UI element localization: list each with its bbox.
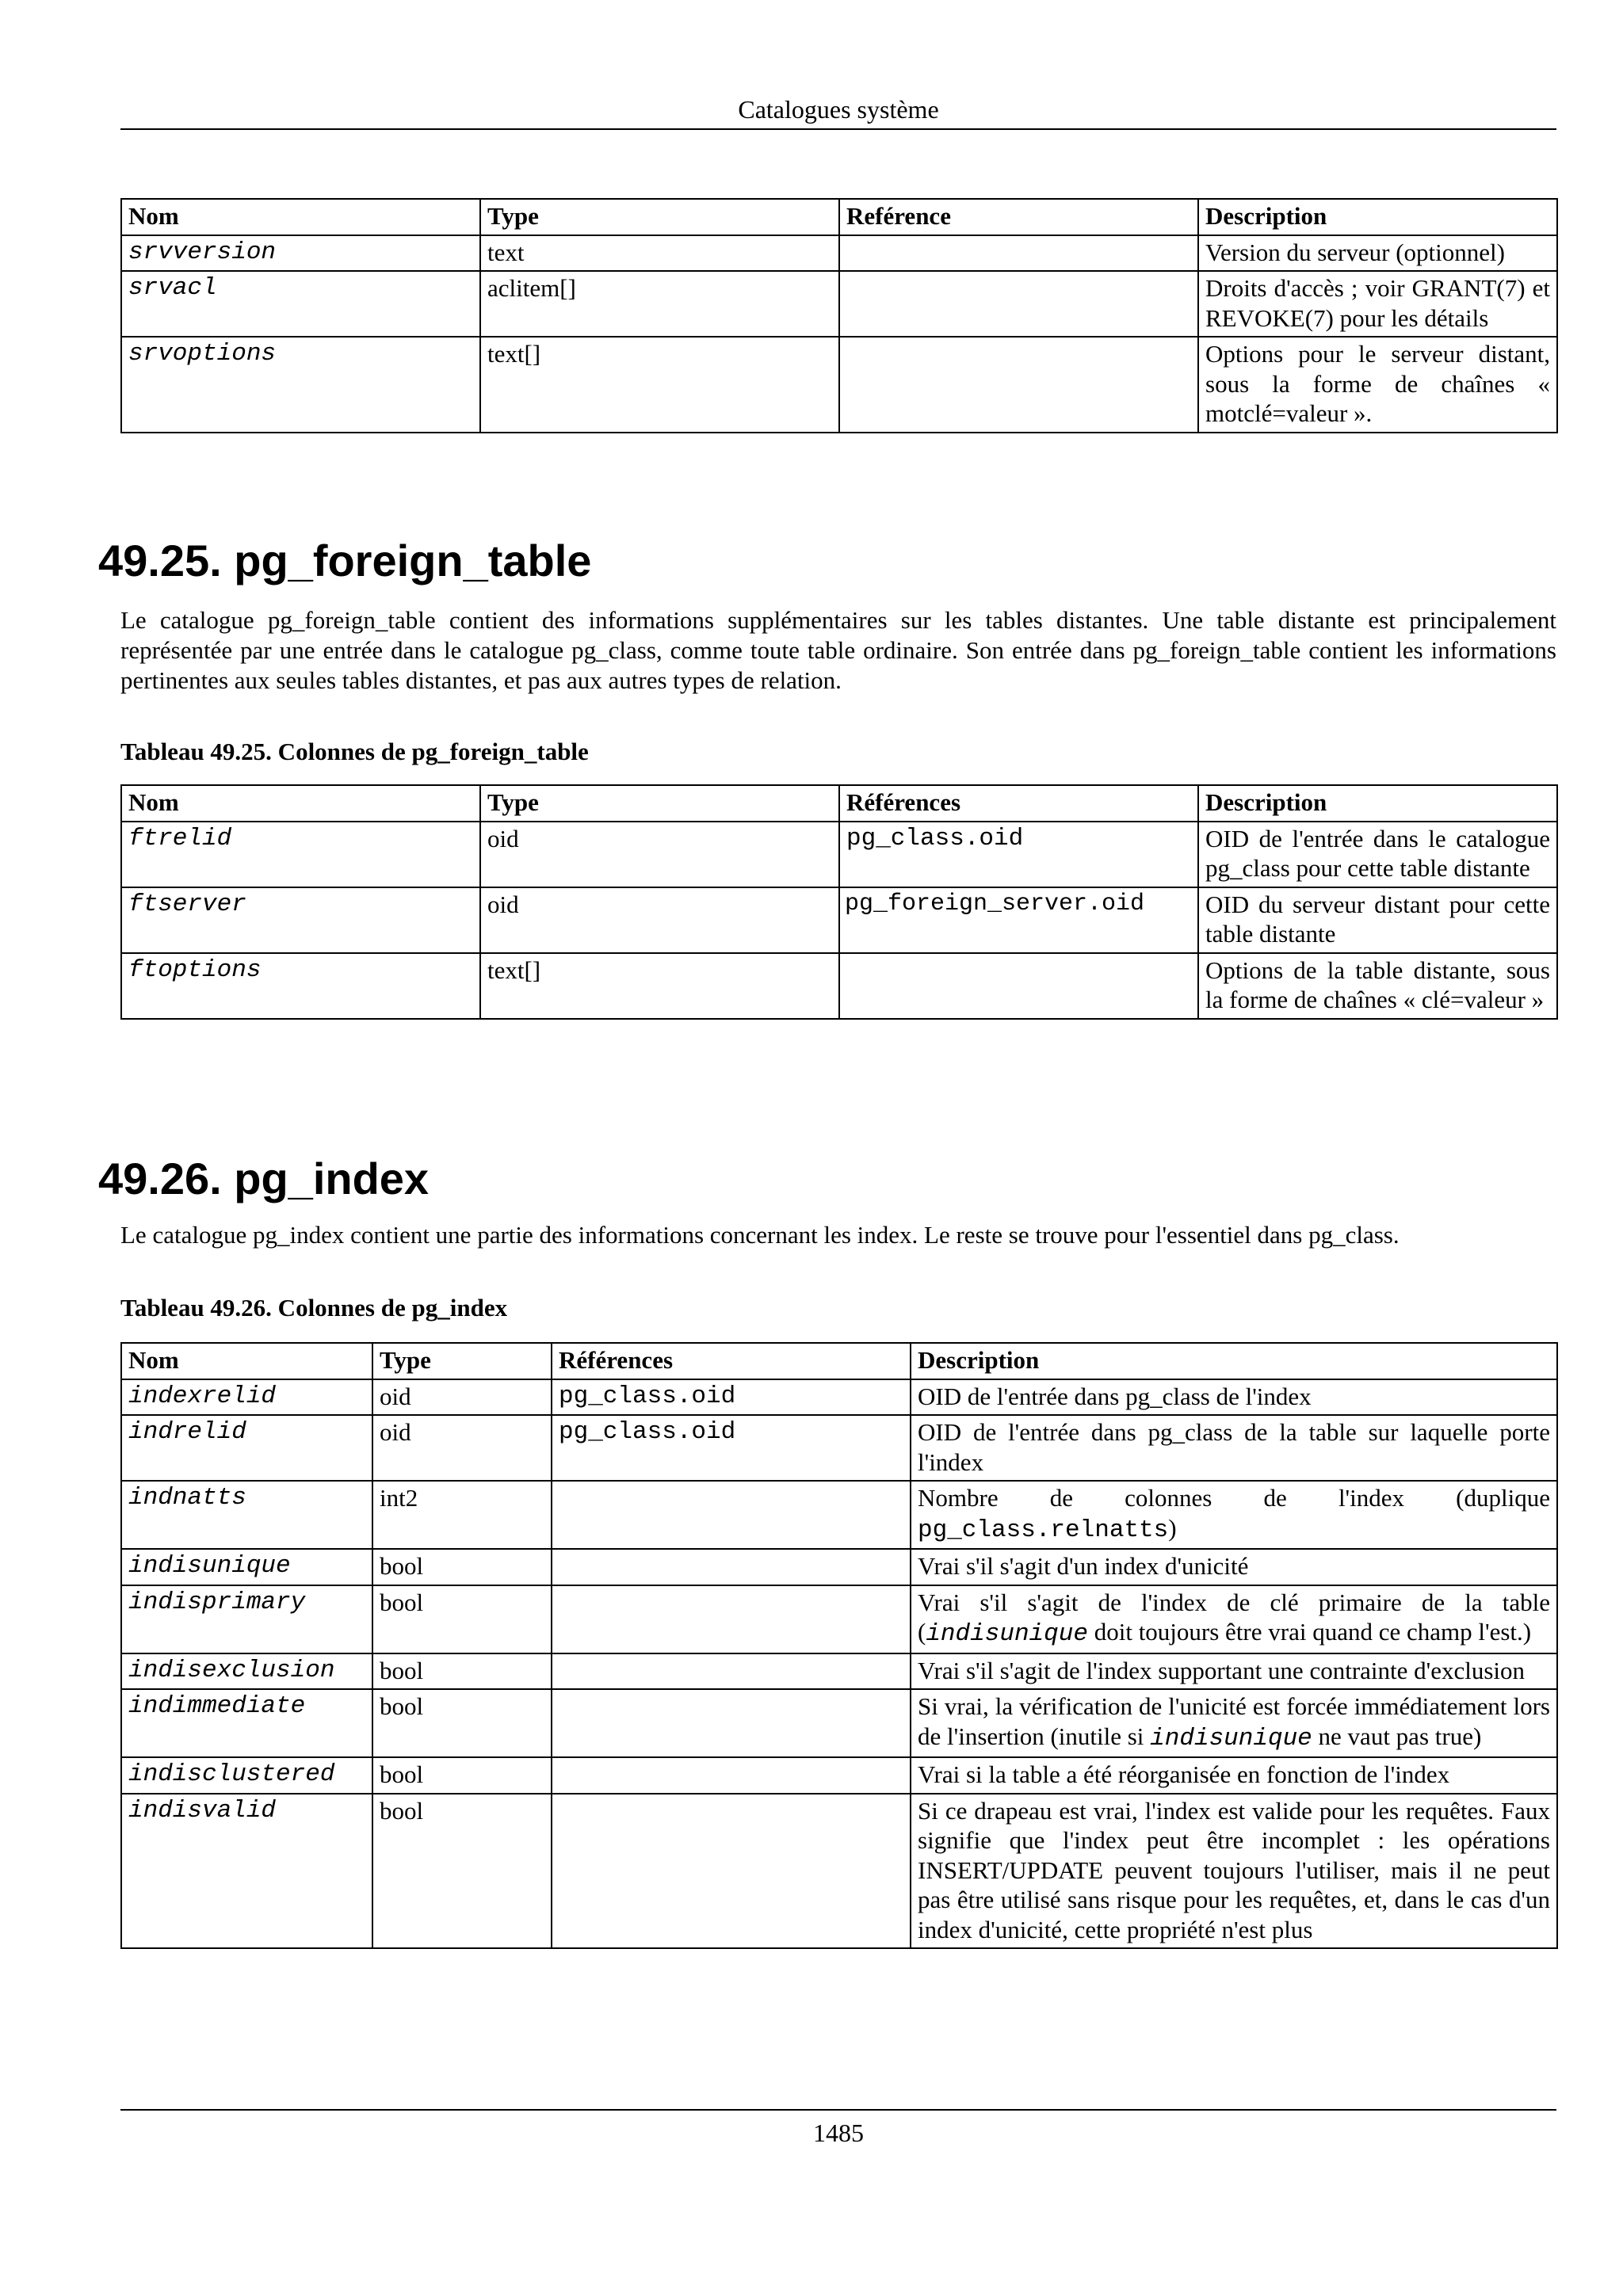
column-type: bool bbox=[372, 1653, 552, 1690]
section-paragraph: Le catalogue pg_foreign_table contient des informations supplémentaires sur les tables distantes. Une table distante est principalement représentée par une entrée dans le catalogue pg_class, comme toute table ordinaire. Son entrée dans pg_foreign_table contient les informations pertinentes aux seules tables distantes, et pas aux autres types de relation. bbox=[120, 606, 1556, 694]
column-reference: pg_foreign_server.oid bbox=[839, 887, 1198, 953]
column-name: indisclustered bbox=[121, 1757, 372, 1794]
column-reference bbox=[552, 1653, 911, 1690]
column-type: oid bbox=[372, 1415, 552, 1481]
section-heading-foreign-table: 49.25. pg_foreign_table bbox=[98, 536, 592, 585]
column-name: ftoptions bbox=[121, 953, 480, 1019]
column-type: text[] bbox=[480, 337, 839, 433]
column-type: bool bbox=[372, 1757, 552, 1794]
column-description: OID de l'entrée dans le catalogue pg_class pour cette table distante bbox=[1198, 822, 1557, 887]
column-name: indisprimary bbox=[121, 1585, 372, 1653]
table-row bbox=[121, 1653, 1557, 1690]
table-row bbox=[121, 1379, 1557, 1416]
column-header: Nom bbox=[121, 199, 480, 235]
column-reference bbox=[839, 337, 1198, 433]
column-name: indisvalid bbox=[121, 1794, 372, 1949]
column-reference bbox=[552, 1585, 911, 1653]
column-description: OID de l'entrée dans pg_class de l'index bbox=[911, 1379, 1557, 1416]
column-type: bool bbox=[372, 1689, 552, 1757]
column-header: Reférence bbox=[839, 199, 1198, 235]
column-reference bbox=[839, 271, 1198, 337]
column-reference bbox=[552, 1794, 911, 1949]
page-header-title: Catalogues système bbox=[738, 95, 939, 124]
column-name: srvversion bbox=[121, 235, 480, 272]
table-caption: Tableau 49.25. Colonnes de pg_foreign_table bbox=[120, 738, 589, 765]
column-name: indnatts bbox=[121, 1481, 372, 1549]
table-row bbox=[121, 1415, 1557, 1481]
column-description bbox=[911, 1481, 1557, 1549]
column-description: Vrai s'il s'agit de l'index supportant une contrainte d'exclusion bbox=[911, 1653, 1557, 1690]
table-row bbox=[121, 1549, 1557, 1585]
column-header: Description bbox=[1198, 785, 1557, 822]
description-text: ) bbox=[1168, 1513, 1177, 1542]
column-type: int2 bbox=[372, 1481, 552, 1549]
footer-rule bbox=[120, 2109, 1556, 2111]
column-description: Vrai s'il s'agit d'un index d'unicité bbox=[911, 1549, 1557, 1585]
table-header-row bbox=[121, 785, 1557, 822]
inline-code: indisunique bbox=[926, 1620, 1088, 1648]
column-description: Si ce drapeau est vrai, l'index est valide pour les requêtes. Faux signifie que l'index peut être incomplet : les opérations INSERT/UPDATE peuvent toujours l'utiliser, mais il ne peut pas être utilisé sans risque pour les requêtes, et, dans le cas d'un index d'unicité, cette propriété n'est plus bbox=[911, 1794, 1557, 1949]
description-text: Vrai s'il s'agit de l'index de clé primaire de la table ( bbox=[918, 1588, 1550, 1646]
column-reference: pg_class.oid bbox=[552, 1415, 911, 1481]
table-foreign-table bbox=[120, 784, 1556, 1020]
column-type: oid bbox=[480, 887, 839, 953]
column-header: Nom bbox=[121, 1343, 372, 1379]
column-reference bbox=[552, 1757, 911, 1794]
column-type: text[] bbox=[480, 953, 839, 1019]
column-reference bbox=[839, 953, 1198, 1019]
description-text: Si vrai, la vérification de l'unicité est forcée immédiatement lors de l'insertion (inutile si bbox=[918, 1692, 1550, 1750]
column-type: text bbox=[480, 235, 839, 272]
column-name: ftrelid bbox=[121, 822, 480, 887]
column-reference bbox=[839, 235, 1198, 272]
inline-code: pg_class.relnatts bbox=[918, 1516, 1169, 1544]
column-name: indisexclusion bbox=[121, 1653, 372, 1690]
column-name: srvacl bbox=[121, 271, 480, 337]
table-row bbox=[121, 953, 1557, 1019]
column-name: srvoptions bbox=[121, 337, 480, 433]
column-header: Type bbox=[480, 785, 839, 822]
section-paragraph: Le catalogue pg_index contient une partie des informations concernant les index. Le reste se trouve pour l'essentiel dans pg_class. bbox=[120, 1221, 1400, 1249]
table-row bbox=[121, 1481, 1557, 1549]
column-header: Type bbox=[372, 1343, 552, 1379]
column-type: aclitem[] bbox=[480, 271, 839, 337]
column-type: oid bbox=[372, 1379, 552, 1416]
column-reference: pg_class.oid bbox=[839, 822, 1198, 887]
column-description: OID du serveur distant pour cette table distante bbox=[1198, 887, 1557, 953]
column-description: OID de l'entrée dans pg_class de la table sur laquelle porte l'index bbox=[911, 1415, 1557, 1481]
column-header: Nom bbox=[121, 785, 480, 822]
description-text: Nombre de colonnes de l'index (duplique bbox=[918, 1484, 1550, 1512]
column-header: Type bbox=[480, 199, 839, 235]
column-type: bool bbox=[372, 1585, 552, 1653]
section-heading-index: 49.26. pg_index bbox=[98, 1154, 430, 1203]
description-text: doit toujours être vrai quand ce champ l'est.) bbox=[1087, 1618, 1532, 1646]
inline-code: indisunique bbox=[1150, 1724, 1312, 1753]
column-header: Description bbox=[911, 1343, 1557, 1379]
table-row bbox=[121, 1757, 1557, 1794]
column-description bbox=[911, 1689, 1557, 1757]
column-type: oid bbox=[480, 822, 839, 887]
column-reference bbox=[552, 1481, 911, 1549]
table-continued bbox=[120, 198, 1556, 433]
column-name: indimmediate bbox=[121, 1689, 372, 1757]
column-description: Version du serveur (optionnel) bbox=[1198, 235, 1557, 272]
column-description: Options de la table distante, sous la forme de chaînes « clé=valeur » bbox=[1198, 953, 1557, 1019]
table-row bbox=[121, 1794, 1557, 1949]
table-header-row bbox=[121, 1343, 1557, 1379]
table-index bbox=[120, 1342, 1556, 1949]
column-description bbox=[911, 1585, 1557, 1653]
column-name: indisunique bbox=[121, 1549, 372, 1585]
column-description: Droits d'accès ; voir GRANT(7) et REVOKE(7) pour les détails bbox=[1198, 271, 1557, 337]
table-row bbox=[121, 271, 1557, 337]
page-number: 1485 bbox=[813, 2119, 864, 2147]
column-description: Vrai si la table a été réorganisée en fonction de l'index bbox=[911, 1757, 1557, 1794]
header-rule bbox=[120, 128, 1556, 130]
table-header-row bbox=[121, 199, 1557, 235]
column-reference bbox=[552, 1689, 911, 1757]
description-text: ne vaut pas true) bbox=[1312, 1722, 1482, 1750]
column-description: Options pour le serveur distant, sous la forme de chaînes « motclé=valeur ». bbox=[1198, 337, 1557, 433]
table-row bbox=[121, 822, 1557, 887]
column-name: ftserver bbox=[121, 887, 480, 953]
column-name: indexrelid bbox=[121, 1379, 372, 1416]
table-row bbox=[121, 1585, 1557, 1653]
column-type: bool bbox=[372, 1794, 552, 1949]
column-reference bbox=[552, 1549, 911, 1585]
table-row bbox=[121, 1689, 1557, 1757]
table-caption: Tableau 49.26. Colonnes de pg_index bbox=[120, 1294, 508, 1322]
column-reference: pg_class.oid bbox=[552, 1379, 911, 1416]
column-header: Références bbox=[552, 1343, 911, 1379]
table-row bbox=[121, 887, 1557, 953]
column-name: indrelid bbox=[121, 1415, 372, 1481]
column-header: Références bbox=[839, 785, 1198, 822]
column-type: bool bbox=[372, 1549, 552, 1585]
table-row bbox=[121, 235, 1557, 272]
column-header: Description bbox=[1198, 199, 1557, 235]
table-row bbox=[121, 337, 1557, 433]
